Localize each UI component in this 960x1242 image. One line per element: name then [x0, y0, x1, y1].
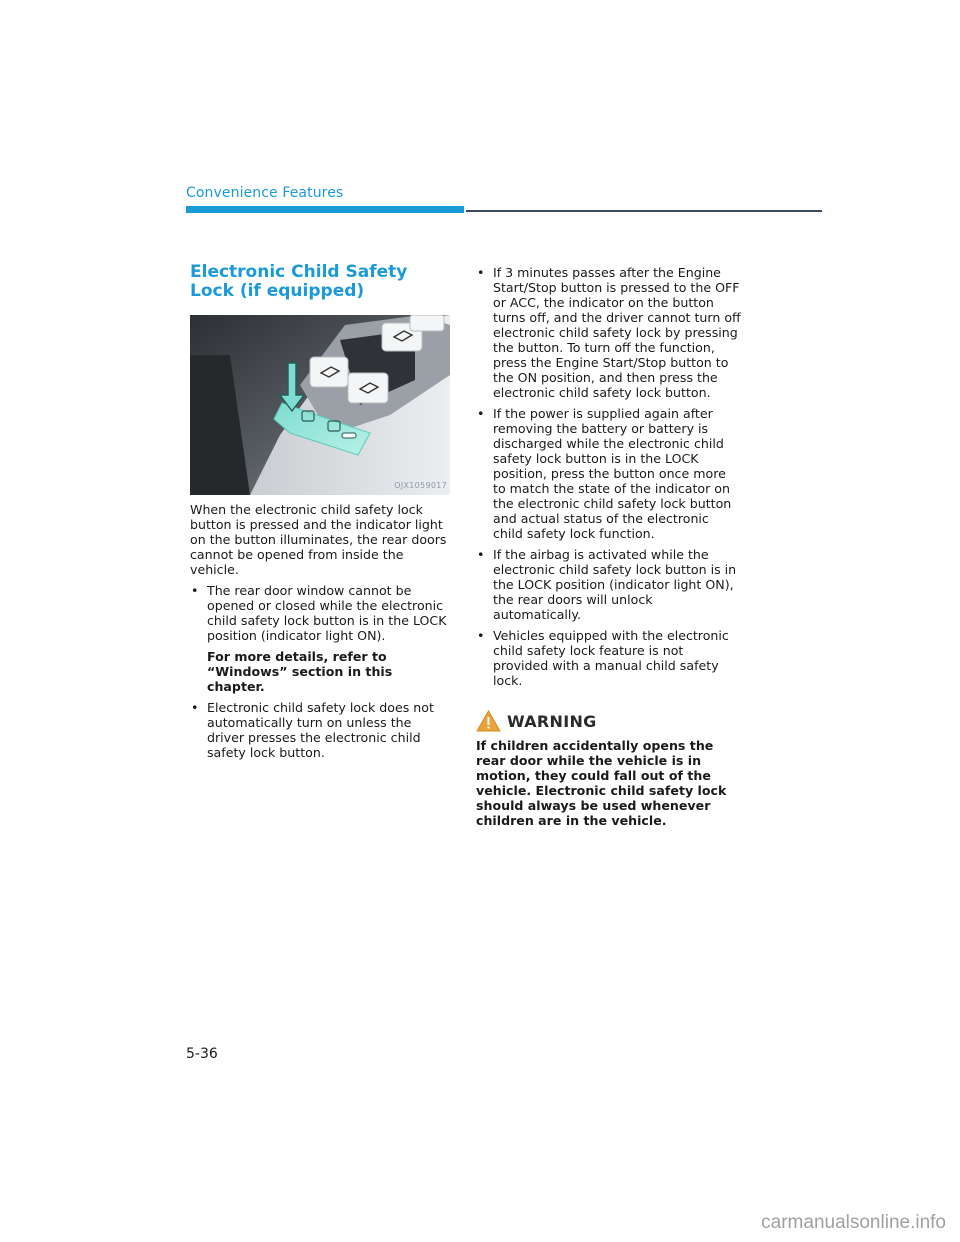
left-column — [190, 263, 452, 766]
list-item — [190, 700, 452, 760]
bullet-icon: • — [477, 547, 485, 562]
list-item-text: If the power is supplied again after removing the battery or battery is discharged while the electronic child safety lock button is in the LOCK position, press the button once more to match the state of the indicator on the electronic child safety lock button and actual status of the electronic child safety lock function. — [493, 406, 732, 541]
section-title: Electronic Child Safety Lock (if equipped) — [190, 262, 408, 301]
bullet-icon: • — [191, 583, 199, 598]
list-item — [476, 547, 742, 622]
left-bullet-list — [190, 583, 452, 760]
section-header: Convenience Features — [186, 185, 344, 201]
bullet-icon: • — [477, 265, 485, 280]
list-item — [190, 583, 452, 694]
intro-paragraph: When the electronic child safety lock button is pressed and the indicator light on the button illuminates, the rear doors cannot be opened from inside the vehicle. — [190, 502, 447, 577]
door-switch-image — [190, 315, 450, 495]
list-item-text: If 3 minutes passes after the Engine Start/Stop button is pressed to the OFF or ACC, the indicator on the button turns off, and the driver cannot turn off electronic child safety lock by pressing the button. To turn off the function, press the Engine Start/Stop button to the ON position, and then press the electronic child safety lock button. — [493, 265, 741, 400]
bullet-icon: • — [191, 700, 199, 715]
right-bullet-list — [476, 265, 742, 688]
list-item — [476, 628, 742, 688]
list-item-text: The rear door window cannot be opened or closed while the electronic child safety lock button is in the LOCK position (indicator light ON). — [207, 583, 447, 643]
door-switch-illustration — [190, 315, 450, 495]
header-divider-rule — [466, 210, 822, 212]
cross-reference: For more details, refer to “Windows” section in this chapter. — [207, 649, 393, 694]
right-column — [476, 265, 742, 828]
watermark-text: carmanualsonline.info — [761, 1212, 946, 1233]
bullet-icon: • — [477, 406, 485, 421]
list-item — [476, 406, 742, 541]
warning-text: If children accidentally opens the rear door while the vehicle is in motion, they could fall out of the vehicle. Electronic child safety lock should always be used whenever children are in the vehicle. — [476, 738, 727, 828]
header-accent-rule — [186, 206, 464, 213]
bullet-icon: • — [477, 628, 485, 643]
list-item-text: Vehicles equipped with the electronic child safety lock feature is not provided with a manual child safety lock. — [493, 628, 729, 688]
warning-triangle-icon — [476, 710, 501, 732]
figure-code: OJX1059017 — [394, 481, 447, 490]
list-item-text: Electronic child safety lock does not automatically turn on unless the driver presses the electronic child safety lock button. — [207, 700, 434, 760]
warning-header — [476, 710, 742, 732]
list-item — [476, 265, 742, 400]
warning-title: WARNING — [507, 711, 597, 731]
warning-box — [476, 710, 742, 828]
list-item-text: If the airbag is activated while the electronic child safety lock button is in the LOCK position (indicator light ON), the rear doors will unlock automatically. — [493, 547, 737, 622]
page-number: 5-36 — [186, 1046, 218, 1062]
